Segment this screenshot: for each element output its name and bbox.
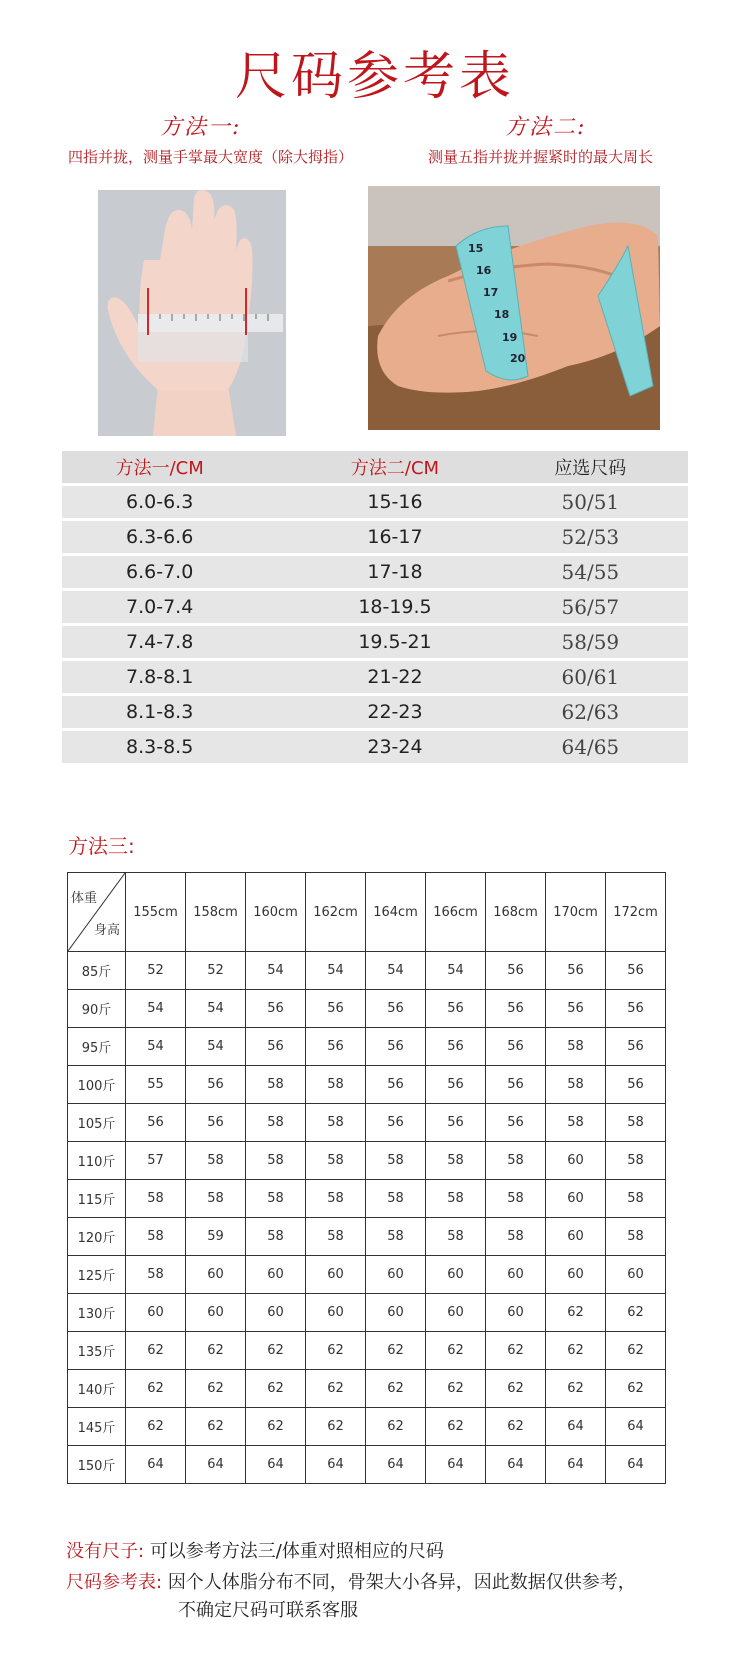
size-cell: 60 — [426, 1294, 486, 1332]
weight-row — [68, 1104, 666, 1142]
size-cell: 62 — [426, 1370, 486, 1408]
size-cell: 62 — [366, 1408, 426, 1446]
method1-value: 6.0-6.3 — [126, 491, 194, 513]
size-cell: 62 — [426, 1332, 486, 1370]
size-cell: 60 — [546, 1256, 606, 1294]
size-cell: 62 — [366, 1370, 426, 1408]
corner-height-label: 身高 — [94, 923, 121, 938]
size-cell: 56 — [546, 952, 606, 990]
weight-row — [68, 1142, 666, 1180]
size-cell: 54 — [426, 952, 486, 990]
size-table-row — [62, 696, 688, 728]
weight-height-table — [67, 872, 666, 1484]
size-cell: 64 — [546, 1408, 606, 1446]
corner-cell — [68, 873, 126, 952]
size-value: 58/59 — [561, 630, 620, 654]
tape-tick: 20 — [510, 352, 526, 365]
weight-row — [68, 1370, 666, 1408]
height-header: 168cm — [486, 873, 546, 952]
size-cell: 56 — [486, 1104, 546, 1142]
size-cell: 54 — [306, 952, 366, 990]
size-cell: 58 — [606, 1142, 666, 1180]
size-cell: 56 — [606, 990, 666, 1028]
tape-tick: 15 — [468, 242, 484, 255]
size-table-row — [62, 661, 688, 693]
weight-label: 115斤 — [68, 1180, 126, 1218]
method1-value: 7.0-7.4 — [126, 596, 194, 618]
weight-row — [68, 1294, 666, 1332]
size-cell: 62 — [126, 1370, 186, 1408]
size-cell: 54 — [186, 1028, 246, 1066]
size-cell: 56 — [426, 990, 486, 1028]
size-value: 52/53 — [561, 525, 620, 549]
height-header: 164cm — [366, 873, 426, 952]
size-cell: 56 — [366, 1028, 426, 1066]
weight-row — [68, 1028, 666, 1066]
size-cell: 56 — [306, 1028, 366, 1066]
method1-value: 7.4-7.8 — [126, 631, 194, 653]
weight-row — [68, 1256, 666, 1294]
size-cell: 58 — [606, 1180, 666, 1218]
method2-heading: 方法二: — [505, 115, 587, 140]
size-cell: 64 — [246, 1446, 306, 1484]
size-cell: 58 — [606, 1104, 666, 1142]
method1-value: 8.3-8.5 — [126, 736, 194, 758]
weight-label: 150斤 — [68, 1446, 126, 1484]
weight-label: 100斤 — [68, 1066, 126, 1104]
size-cell: 58 — [366, 1142, 426, 1180]
size-cell: 56 — [486, 952, 546, 990]
size-value: 62/63 — [561, 700, 620, 724]
note-reference-line2: 不确定尺码可联系客服 — [178, 1600, 358, 1621]
size-cell: 56 — [606, 1066, 666, 1104]
size-cell: 56 — [486, 990, 546, 1028]
size-cell: 64 — [186, 1446, 246, 1484]
weight-row — [68, 1180, 666, 1218]
method2-value: 22-23 — [367, 701, 423, 723]
size-cell: 64 — [426, 1446, 486, 1484]
size-value: 50/51 — [561, 490, 620, 514]
size-cell: 58 — [546, 1028, 606, 1066]
weight-label: 90斤 — [68, 990, 126, 1028]
size-cell: 56 — [246, 1028, 306, 1066]
size-cell: 60 — [426, 1256, 486, 1294]
tape-tick: 18 — [494, 308, 510, 321]
size-cell: 60 — [486, 1256, 546, 1294]
size-cell: 54 — [126, 1028, 186, 1066]
size-cell: 62 — [246, 1332, 306, 1370]
size-cell: 56 — [606, 1028, 666, 1066]
size-cell: 56 — [486, 1028, 546, 1066]
size-cell: 58 — [366, 1180, 426, 1218]
size-cell: 62 — [126, 1408, 186, 1446]
size-cell: 58 — [126, 1256, 186, 1294]
weight-row — [68, 1446, 666, 1484]
method1-value: 7.8-8.1 — [126, 666, 194, 688]
method2-desc: 测量五指并拢并握紧时的最大周长 — [428, 148, 654, 166]
weight-label: 85斤 — [68, 952, 126, 990]
size-cell: 58 — [306, 1066, 366, 1104]
size-cell: 56 — [186, 1104, 246, 1142]
size-cell: 62 — [306, 1332, 366, 1370]
size-cell: 54 — [246, 952, 306, 990]
size-cell: 52 — [126, 952, 186, 990]
size-cell: 62 — [486, 1408, 546, 1446]
size-table-row — [62, 521, 688, 553]
size-cell: 60 — [306, 1294, 366, 1332]
header-size: 应选尺码 — [554, 458, 627, 479]
size-cell: 55 — [126, 1066, 186, 1104]
size-cell: 62 — [126, 1332, 186, 1370]
size-table-row — [62, 731, 688, 763]
size-cell: 56 — [546, 990, 606, 1028]
size-table-row — [62, 556, 688, 588]
size-cell: 56 — [366, 990, 426, 1028]
size-cell: 62 — [606, 1370, 666, 1408]
size-cell: 62 — [366, 1332, 426, 1370]
size-cell: 58 — [426, 1142, 486, 1180]
weight-label: 145斤 — [68, 1408, 126, 1446]
weight-label: 130斤 — [68, 1294, 126, 1332]
size-cell: 58 — [366, 1218, 426, 1256]
method1-value: 6.3-6.6 — [126, 526, 194, 548]
size-cell: 58 — [246, 1104, 306, 1142]
size-cell: 57 — [126, 1142, 186, 1180]
size-cell: 56 — [306, 990, 366, 1028]
size-table-row — [62, 591, 688, 623]
size-cell: 58 — [306, 1218, 366, 1256]
size-cell: 60 — [366, 1294, 426, 1332]
header-method2: 方法二/CM — [350, 458, 440, 479]
size-cell: 62 — [306, 1408, 366, 1446]
size-cell: 60 — [606, 1256, 666, 1294]
size-cell: 56 — [426, 1028, 486, 1066]
size-cell: 56 — [606, 952, 666, 990]
size-cell: 54 — [126, 990, 186, 1028]
height-header: 170cm — [546, 873, 606, 952]
method3-heading: 方法三: — [68, 834, 135, 858]
weight-row — [68, 1218, 666, 1256]
height-header: 166cm — [426, 873, 486, 952]
size-cell: 58 — [606, 1218, 666, 1256]
size-cell: 62 — [606, 1294, 666, 1332]
size-cell: 56 — [426, 1066, 486, 1104]
size-cell: 60 — [246, 1256, 306, 1294]
size-cell: 56 — [366, 1104, 426, 1142]
size-cell: 58 — [306, 1142, 366, 1180]
size-cell: 58 — [426, 1180, 486, 1218]
size-table — [62, 451, 688, 766]
note-reference-label: 尺码参考表: — [66, 1572, 163, 1593]
header-method1: 方法一/CM — [115, 458, 204, 479]
size-cell: 56 — [126, 1104, 186, 1142]
page-title: 尺码参考表 — [234, 47, 515, 107]
size-cell: 54 — [186, 990, 246, 1028]
size-cell: 58 — [306, 1180, 366, 1218]
method1-value: 8.1-8.3 — [126, 701, 194, 723]
weight-label: 120斤 — [68, 1218, 126, 1256]
size-table-row — [62, 626, 688, 658]
weight-row — [68, 990, 666, 1028]
size-cell: 64 — [606, 1446, 666, 1484]
size-cell: 62 — [246, 1370, 306, 1408]
size-table-row — [62, 486, 688, 518]
size-cell: 58 — [126, 1218, 186, 1256]
note-reference — [66, 1568, 636, 1594]
size-cell: 64 — [366, 1446, 426, 1484]
weight-label: 95斤 — [68, 1028, 126, 1066]
size-cell: 58 — [486, 1142, 546, 1180]
height-header: 172cm — [606, 873, 666, 952]
size-cell: 54 — [366, 952, 426, 990]
weight-row — [68, 1408, 666, 1446]
size-cell: 58 — [426, 1218, 486, 1256]
note-reference-text: 因个人体脂分布不同，骨架大小各异，因此数据仅供参考， — [167, 1572, 636, 1593]
size-cell: 62 — [486, 1332, 546, 1370]
size-cell: 60 — [546, 1218, 606, 1256]
size-cell: 64 — [306, 1446, 366, 1484]
tape-tick: 19 — [502, 331, 518, 344]
size-cell: 62 — [486, 1370, 546, 1408]
size-cell: 56 — [486, 1066, 546, 1104]
weight-label: 110斤 — [68, 1142, 126, 1180]
size-cell: 60 — [186, 1294, 246, 1332]
size-cell: 64 — [546, 1446, 606, 1484]
size-cell: 62 — [606, 1332, 666, 1370]
tape-tick: 16 — [476, 264, 492, 277]
size-cell: 58 — [246, 1180, 306, 1218]
size-cell: 56 — [426, 1104, 486, 1142]
note-no-ruler — [66, 1537, 444, 1563]
size-cell: 58 — [546, 1066, 606, 1104]
size-cell: 60 — [546, 1142, 606, 1180]
method2-value: 15-16 — [367, 491, 423, 513]
size-cell: 60 — [306, 1256, 366, 1294]
method2-value: 19.5-21 — [358, 631, 432, 653]
hand-width-photo — [98, 190, 286, 436]
corner-weight-label: 体重 — [71, 891, 98, 906]
size-cell: 58 — [186, 1142, 246, 1180]
size-cell: 62 — [186, 1332, 246, 1370]
hand-circumference-photo — [368, 186, 660, 430]
size-value: 54/55 — [561, 560, 620, 584]
size-cell: 60 — [186, 1256, 246, 1294]
size-value: 60/61 — [561, 665, 620, 689]
size-cell: 62 — [546, 1370, 606, 1408]
weight-row — [68, 1332, 666, 1370]
size-cell: 58 — [246, 1142, 306, 1180]
weight-label: 140斤 — [68, 1370, 126, 1408]
size-cell: 62 — [246, 1408, 306, 1446]
note-no-ruler-text: 可以参考方法三/体重对照相应的尺码 — [149, 1541, 444, 1562]
size-cell: 58 — [486, 1218, 546, 1256]
size-cell: 56 — [186, 1066, 246, 1104]
weight-row — [68, 952, 666, 990]
size-cell: 60 — [486, 1294, 546, 1332]
size-cell: 62 — [306, 1370, 366, 1408]
method2-value: 17-18 — [367, 561, 423, 583]
weight-label: 135斤 — [68, 1332, 126, 1370]
note-no-ruler-label: 没有尺子: — [66, 1541, 145, 1562]
weight-row — [68, 1066, 666, 1104]
size-cell: 58 — [246, 1066, 306, 1104]
weight-label: 125斤 — [68, 1256, 126, 1294]
height-header: 160cm — [246, 873, 306, 952]
method2-value: 18-19.5 — [358, 596, 432, 618]
size-cell: 64 — [126, 1446, 186, 1484]
size-cell: 60 — [246, 1294, 306, 1332]
height-header: 158cm — [186, 873, 246, 952]
size-cell: 56 — [366, 1066, 426, 1104]
size-cell: 60 — [546, 1180, 606, 1218]
size-cell: 64 — [606, 1408, 666, 1446]
size-cell: 59 — [186, 1218, 246, 1256]
method1-value: 6.6-7.0 — [126, 561, 194, 583]
tape-tick: 17 — [483, 286, 499, 299]
size-table-header — [62, 451, 688, 483]
size-value: 64/65 — [561, 735, 620, 759]
size-cell: 56 — [246, 990, 306, 1028]
size-cell: 58 — [126, 1180, 186, 1218]
height-header: 155cm — [126, 873, 186, 952]
size-cell: 58 — [306, 1104, 366, 1142]
size-cell: 52 — [186, 952, 246, 990]
size-cell: 60 — [366, 1256, 426, 1294]
size-value: 56/57 — [561, 595, 620, 619]
size-cell: 64 — [486, 1446, 546, 1484]
size-cell: 62 — [546, 1294, 606, 1332]
method1-desc: 四指并拢，测量手掌最大宽度（除大拇指） — [68, 148, 354, 166]
size-cell: 62 — [186, 1370, 246, 1408]
method1-heading: 方法一: — [160, 115, 242, 140]
size-cell: 62 — [426, 1408, 486, 1446]
size-cell: 62 — [186, 1408, 246, 1446]
size-cell: 58 — [546, 1104, 606, 1142]
size-cell: 60 — [126, 1294, 186, 1332]
weight-label: 105斤 — [68, 1104, 126, 1142]
height-header: 162cm — [306, 873, 366, 952]
method2-value: 23-24 — [367, 736, 423, 758]
size-cell: 62 — [546, 1332, 606, 1370]
size-cell: 58 — [246, 1218, 306, 1256]
size-cell: 58 — [486, 1180, 546, 1218]
method2-value: 21-22 — [367, 666, 423, 688]
size-cell: 58 — [186, 1180, 246, 1218]
method2-value: 16-17 — [367, 526, 423, 548]
